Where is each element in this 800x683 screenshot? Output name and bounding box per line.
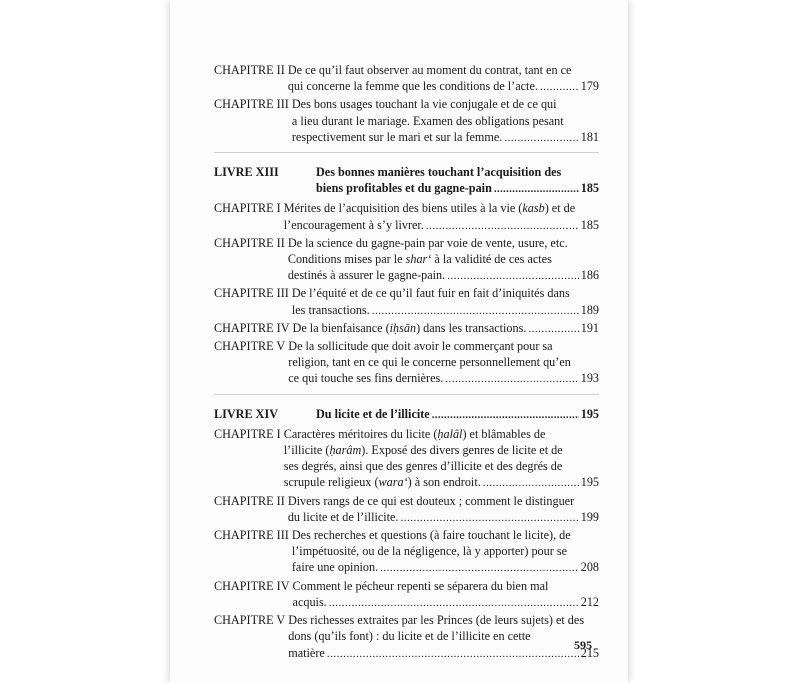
chapter-label: CHAPITRE III [214,97,289,112]
livre-label: LIVRE XIII [214,165,279,180]
leader-dots [329,595,579,611]
arabic-term: wara‘ [378,475,408,490]
toc-entry [214,96,599,146]
entry-text: Comment le pécheur repenti se séparera du bien mal [292,578,549,593]
table-of-contents [214,62,599,663]
entry-text: De l’équité et de ce qu’il faut fuir en fait d’iniquités dans [291,286,570,301]
entry-text: destinés à assurer le gagne-pain. [287,268,446,283]
chapter-label: CHAPITRE V [214,339,286,354]
entry-text: du licite et de l’illicite. [287,509,399,524]
entry-text: ). Exposé des divers genres de licite et de [361,443,563,458]
chapter-label: CHAPITRE V [214,613,286,628]
arabic-term: iḥsān [389,320,417,335]
livre-heading [214,406,599,423]
leader-dots [445,371,578,387]
page-ref: 191 [580,320,599,335]
entry-text: à la validité de ces actes [431,252,552,267]
entry-text: De ce qu’il faut observer au moment du contrat, tant en ce [287,63,572,77]
leader-dots [528,321,578,337]
entry-text: ) à son endroit. [407,475,481,490]
toc-entry [214,578,599,611]
entry-text: Divers rangs de ce qui est douteux ; comment le distinguer [287,493,575,508]
chapter-label: CHAPITRE IV [214,320,290,335]
entry-text: Conditions mises par le [287,252,406,267]
leader-dots [426,218,579,234]
divider [214,152,599,153]
chapter-label: CHAPITRE II [214,493,285,508]
leader-dots [483,475,579,491]
toc-entry [214,612,599,662]
toc-entry [214,62,599,95]
chapter-label: CHAPITRE I [214,426,281,441]
leader-dots [504,130,578,146]
toc-entry [214,285,599,318]
entry-text: scrupule religieux ( [283,475,379,490]
page-ref: 193 [580,371,599,386]
divider [214,394,599,395]
entry-text: ) et blâmables de [462,426,546,441]
entry-text: faire une opinion. [291,560,379,575]
entry-text: ) et de [544,201,576,216]
page-ref: 186 [580,268,599,283]
entry-text: Caractères méritoires du licite ( [283,426,438,441]
entry-text: ) dans les transactions. [416,320,527,335]
entry-text: acquis. [292,594,327,609]
page-ref: 189 [580,302,599,317]
page-ref: 179 [580,79,599,94]
entry-text: Des bons usages touchant la vie conjugale et de ce qui [291,97,557,112]
arabic-term: ḥarâm [329,443,362,458]
entry-text: l’illicite ( [283,443,330,458]
livre-label: LIVRE XIV [214,406,278,421]
toc-entry [214,338,599,388]
entry-text: a lieu durant le mariage. Examen des obligations pesant [291,113,564,128]
livre-heading [214,164,599,197]
chapter-label: CHAPITRE IV [214,578,290,593]
toc-entry [214,200,599,233]
entry-text: qui concerne la femme que les conditions de l’acte. [287,79,538,94]
entry-text: De la sollicitude que doit avoir le commerçant pour sa [288,339,553,354]
entry-text: Des richesses extraites par les Princes (de leurs sujets) et des [288,613,585,628]
leader-dots [540,79,579,95]
entry-text: Des recherches et questions (à faire touchant le licite), de [291,528,571,543]
entry-text: ce qui touche ses fins dernières. [288,371,444,386]
chapter-label: CHAPITRE III [214,528,289,543]
chapter-label: CHAPITRE II [214,235,285,250]
toc-entry [214,493,599,526]
entry-text: l’impétuosité, ou de la négligence, là y apporter) pour se [291,544,568,559]
leader-dots [432,407,579,423]
chapter-label: CHAPITRE II [214,63,285,77]
toc-entry [214,320,599,337]
page-ref: 215 [580,645,599,660]
entry-text: De la science du gagne-pain par voie de vente, usure, etc. [287,235,568,250]
page-ref: 212 [580,594,599,609]
entry-text: religion, tant en ce qui le concerne personnellement qu’en [288,355,571,370]
page-ref: 199 [580,509,599,524]
page-ref: 185 [580,181,599,196]
leader-dots [380,560,579,576]
page-number: 595 [574,638,592,652]
livre-title: Des bonnes manières touchant l’acquisition des [316,165,562,180]
leader-dots [327,646,579,662]
livre-title: Du licite et de l’illicite [316,406,430,421]
page-ref: 195 [580,406,599,421]
entry-text: Mérites de l’acquisition des biens utiles à la vie ( [283,201,523,216]
arabic-term: ḥalâl [437,426,463,441]
toc-entry [214,235,599,285]
entry-text: dons (qu’ils font) : du licite et de l’illicite en cette [288,629,531,644]
leader-dots [447,268,579,284]
toc-entry [214,426,599,492]
page-ref: 208 [580,560,599,575]
entry-text: l’encouragement à s’y livrer. [283,217,424,232]
livre-title: biens profitables et du gagne-pain [316,181,492,196]
entry-text: respectivement sur le mari et sur la femme. [291,129,503,144]
entry-text: matière [288,645,325,660]
arabic-term: shar‘ [405,252,432,267]
leader-dots [400,510,578,526]
toc-entry [214,527,599,577]
chapter-label: CHAPITRE I [214,201,281,216]
leader-dots [372,303,579,319]
page-ref: 195 [580,475,599,490]
entry-text: ses degrés, ainsi que des genres d’illicite et des degrés de [283,459,563,474]
page-ref: 181 [580,129,599,144]
entry-text: De la bienfaisance ( [292,320,390,335]
leader-dots [494,181,579,197]
arabic-term: kasb [522,201,545,216]
page-ref: 185 [580,217,599,232]
chapter-label: CHAPITRE III [214,286,289,301]
entry-text: les transactions. [291,302,370,317]
